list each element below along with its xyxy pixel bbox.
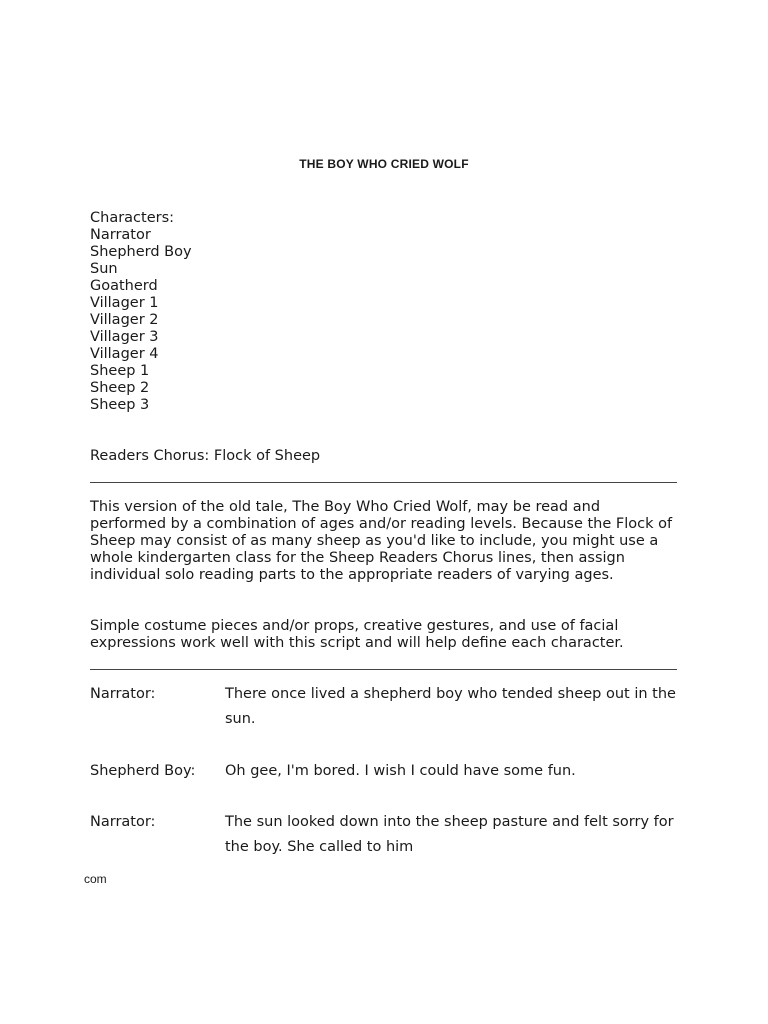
page-footer: com — [84, 872, 107, 886]
character-item: Narrator — [90, 227, 151, 243]
dialogue-text: Oh gee, I'm bored. I wish I could have some fun. — [225, 763, 576, 779]
characters-heading: Characters: — [90, 210, 175, 226]
speaker-name: Narrator: — [90, 686, 156, 702]
character-item: Goatherd — [90, 278, 158, 294]
character-item: Villager 4 — [90, 346, 159, 362]
character-item: Sheep 1 — [90, 363, 150, 379]
character-item: Sun — [90, 261, 118, 277]
character-list — [90, 210, 192, 414]
speaker-name: Narrator: — [90, 814, 156, 830]
divider — [90, 482, 677, 483]
character-item: Shepherd Boy — [90, 244, 192, 260]
divider — [90, 669, 677, 670]
readers-chorus: Readers Chorus: Flock of Sheep — [90, 448, 321, 464]
character-item: Villager 2 — [90, 312, 159, 328]
character-item: Villager 3 — [90, 329, 159, 345]
intro-paragraph: This version of the old tale, The Boy Who Cried Wolf, may be read and performed by a combination of ages and/or reading levels. Because the Flock of Sheep may consist of as many sheep as you'd like to include, you might use a whole kindergarten class for the Sheep Readers Chorus lines, then assign individual solo reading parts to the appropriate readers of varying ages. — [90, 499, 673, 583]
document-title: THE BOY WHO CRIED WOLF — [299, 157, 469, 171]
character-item: Sheep 3 — [90, 397, 150, 413]
character-item: Sheep 2 — [90, 380, 150, 396]
speaker-name: Shepherd Boy: — [90, 763, 196, 779]
intro-paragraph: Simple costume pieces and/or props, creative gestures, and use of facial expressions work well with this script and will help define each character. — [90, 618, 624, 651]
dialogue-text: There once lived a shepherd boy who tended sheep out in the sun. — [225, 686, 676, 727]
dialogue-text: The sun looked down into the sheep pasture and felt sorry for the boy. She called to him — [225, 814, 674, 855]
character-item: Villager 1 — [90, 295, 159, 311]
